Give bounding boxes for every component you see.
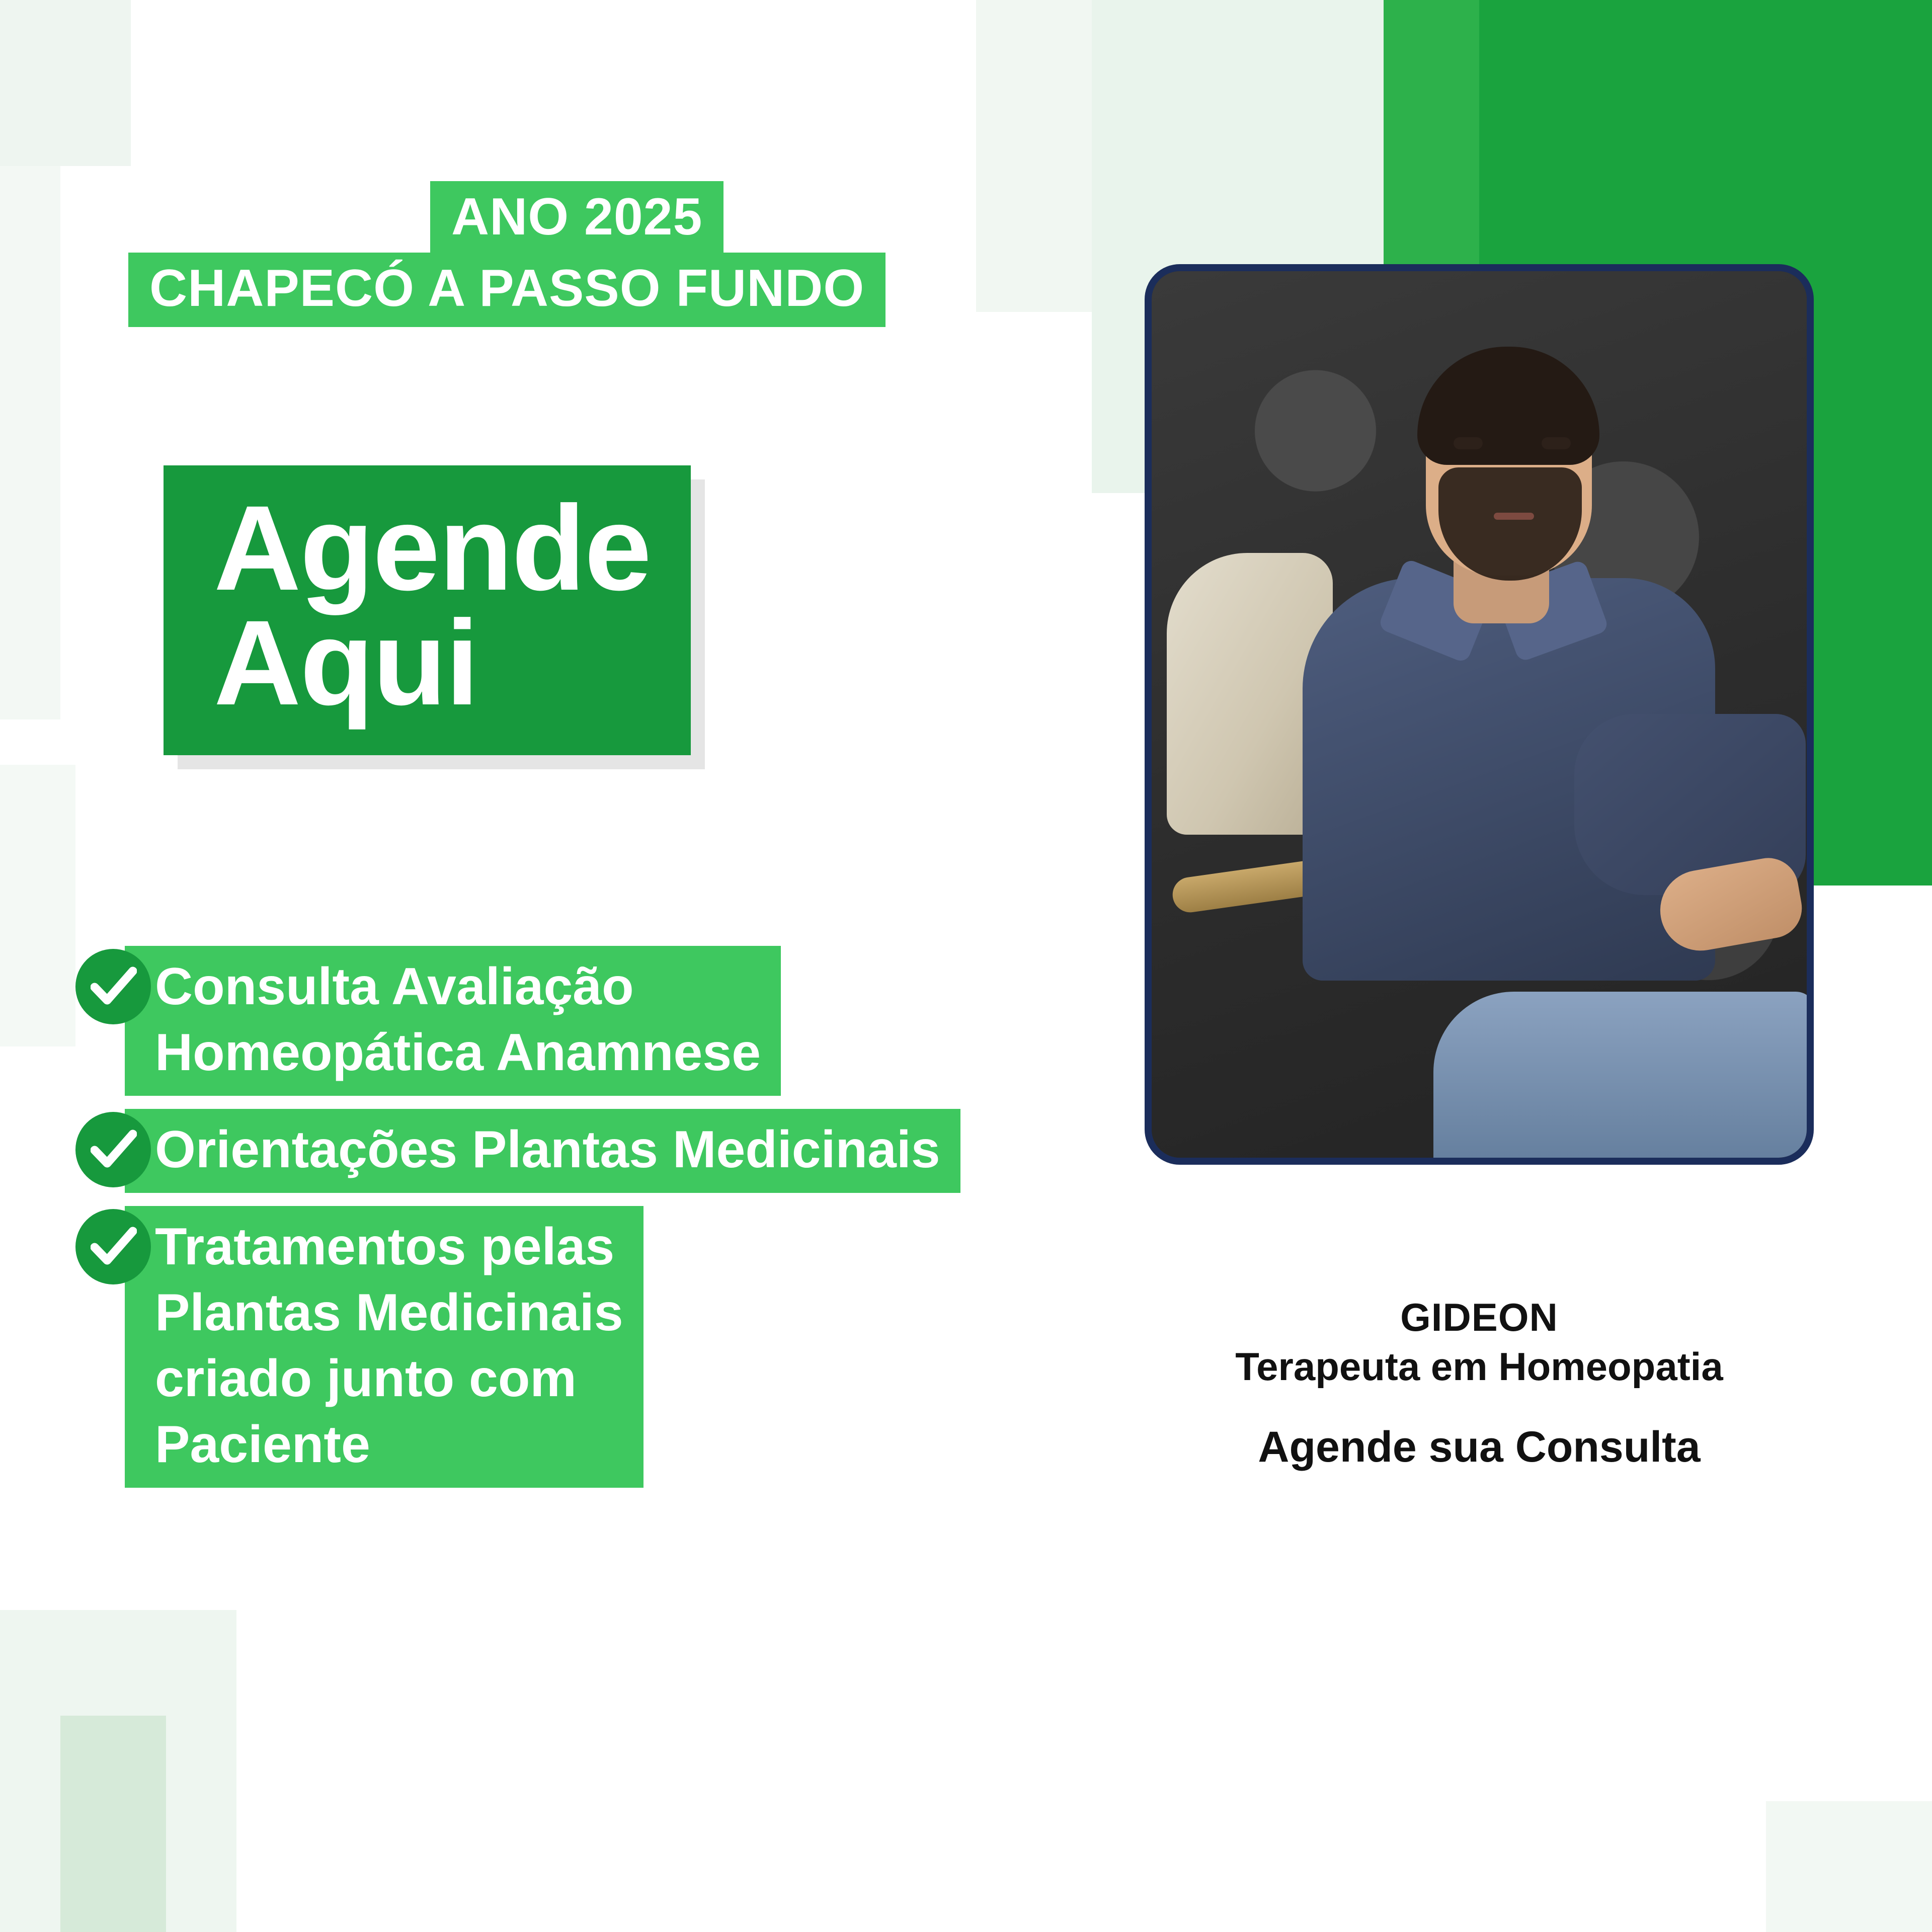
headline-ribbon-year: ANO 2025 bbox=[430, 181, 723, 256]
portrait-eye-right bbox=[1542, 437, 1571, 449]
therapist-role: Terapeuta em Homeopatia bbox=[1235, 1344, 1723, 1389]
headline-ribbon-route: CHAPECÓ A PASSO FUNDO bbox=[128, 253, 886, 327]
background-shape-pale-left-strip bbox=[0, 166, 60, 719]
background-shape-pale-left-top bbox=[0, 0, 131, 166]
portrait-mouth bbox=[1494, 513, 1534, 520]
service-list bbox=[75, 946, 1233, 1501]
check-icon bbox=[75, 1209, 151, 1284]
list-item-text bbox=[125, 1109, 960, 1193]
portrait-photo bbox=[1145, 264, 1814, 1165]
list-item-line: Homeopática Anamnese bbox=[155, 1023, 761, 1082]
therapist-name: GIDEON bbox=[1400, 1295, 1558, 1339]
call-to-action-text: Agende sua Consulta bbox=[1258, 1423, 1701, 1471]
main-title-line-1: Agende bbox=[214, 480, 651, 615]
list-item bbox=[75, 1109, 1233, 1193]
list-item-line: criado junto com bbox=[155, 1349, 577, 1408]
portrait-eye-left bbox=[1454, 437, 1483, 449]
background-shape-pale-mid-left bbox=[0, 765, 75, 1046]
list-item bbox=[75, 1206, 1233, 1488]
list-item-text bbox=[125, 946, 781, 1096]
main-title-line-2: Aqui bbox=[214, 595, 478, 730]
headline-ribbons bbox=[128, 181, 1114, 327]
list-item-line: Tratamentos pelas bbox=[155, 1218, 615, 1276]
list-item bbox=[75, 946, 1233, 1096]
check-icon bbox=[75, 1112, 151, 1187]
list-item-line: Consulta Avaliação bbox=[155, 957, 634, 1016]
list-item-line: Paciente bbox=[155, 1415, 370, 1474]
background-shape-green-bottom-left bbox=[60, 1716, 166, 1932]
check-icon bbox=[75, 949, 151, 1024]
background-shape-pale-bottom-left bbox=[0, 1610, 236, 1932]
portrait-jeans-secondary bbox=[1433, 992, 1814, 1158]
main-title-block bbox=[164, 465, 691, 755]
list-item-line: Plantas Medicinais bbox=[155, 1283, 623, 1342]
list-item-text bbox=[125, 1206, 643, 1488]
contact-caption bbox=[1145, 1293, 1814, 1472]
background-shape-pale-bottom-right bbox=[1766, 1801, 1932, 1932]
list-item-line: Orientações Plantas Medicinais bbox=[155, 1120, 940, 1179]
